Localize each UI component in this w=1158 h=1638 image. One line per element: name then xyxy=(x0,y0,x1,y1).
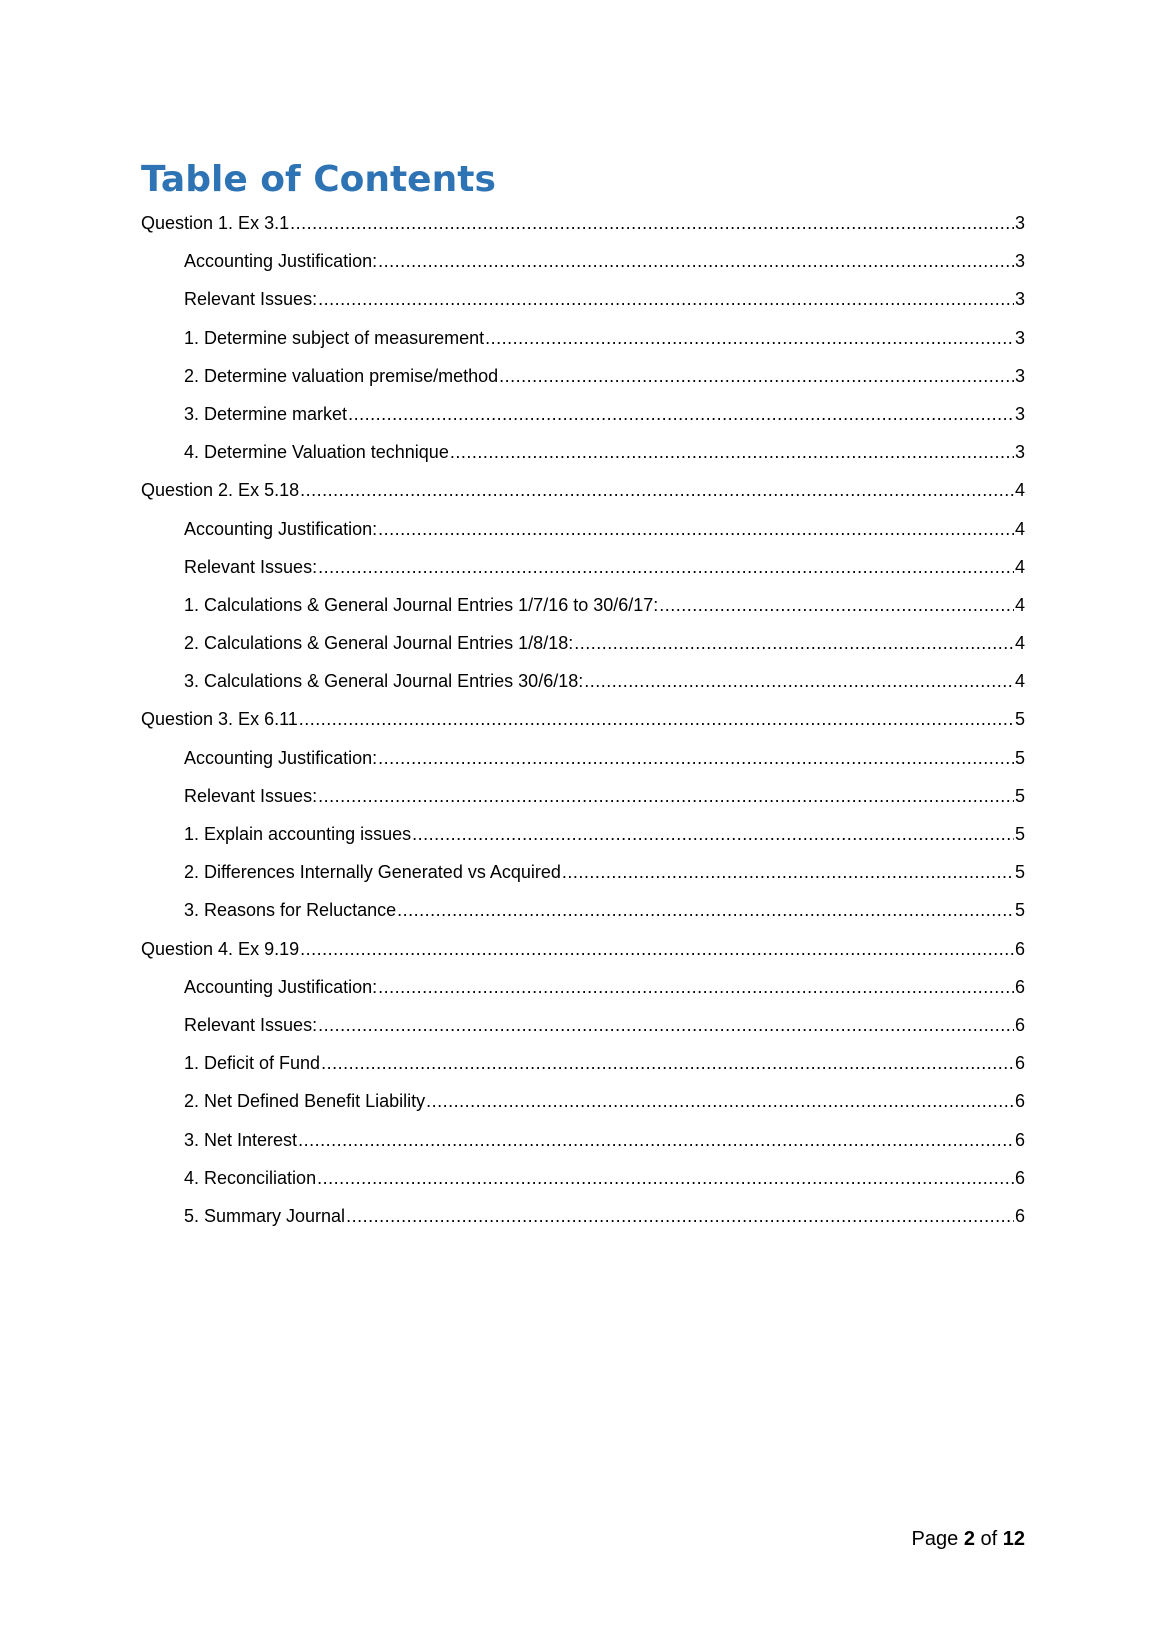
toc-entry-page-number: 4 xyxy=(1014,671,1025,692)
toc-entry-text: Accounting Justification: xyxy=(184,518,378,539)
toc-dot-leader xyxy=(298,1125,1014,1155)
toc-entry-page-number: 6 xyxy=(1014,1053,1025,1074)
toc-entry-text: 3. Reasons for Reluctance xyxy=(184,900,397,921)
toc-entry-page-number: 4 xyxy=(1014,518,1025,539)
toc-list xyxy=(141,208,1025,1239)
toc-entry-subheading[interactable] xyxy=(141,246,1025,284)
toc-dot-leader xyxy=(574,628,1014,658)
toc-dot-leader xyxy=(562,857,1014,887)
toc-entry-page-number: 6 xyxy=(1014,1205,1025,1226)
toc-entry-page-number: 4 xyxy=(1014,594,1025,615)
toc-entry-page-number: 6 xyxy=(1014,938,1025,959)
footer-of-label: of xyxy=(980,1528,998,1550)
toc-dot-leader xyxy=(300,475,1014,505)
toc-entry-subheading[interactable] xyxy=(141,399,1025,437)
toc-entry-text: 4. Determine Valuation technique xyxy=(184,442,449,463)
toc-dot-leader xyxy=(426,1086,1014,1116)
footer-total-pages: 12 xyxy=(1002,1528,1025,1550)
toc-dot-leader xyxy=(450,437,1014,467)
toc-entry-page-number: 6 xyxy=(1014,1014,1025,1035)
toc-entry-text: Accounting Justification: xyxy=(184,976,378,997)
toc-entry-subheading[interactable] xyxy=(141,972,1025,1010)
toc-entry-page-number: 6 xyxy=(1014,1167,1025,1188)
toc-entry-text: 2. Determine valuation premise/method xyxy=(184,365,499,386)
toc-entry-subheading[interactable] xyxy=(141,284,1025,322)
toc-dot-leader xyxy=(300,934,1014,964)
toc-entry-subheading[interactable] xyxy=(141,781,1025,819)
toc-entry-text: 5. Summary Journal xyxy=(184,1205,346,1226)
toc-dot-leader xyxy=(348,399,1014,429)
toc-entry-text: Accounting Justification: xyxy=(184,747,378,768)
toc-dot-leader xyxy=(317,1163,1014,1193)
toc-entry-text: 1. Calculations & General Journal Entries 1/7/16 to 30/6/17: xyxy=(184,594,659,615)
toc-entry-page-number: 4 xyxy=(1014,480,1025,501)
toc-entry-subheading[interactable] xyxy=(141,1163,1025,1201)
toc-entry-subheading[interactable] xyxy=(141,666,1025,704)
toc-entry-subheading[interactable] xyxy=(141,1010,1025,1048)
toc-entry-heading[interactable] xyxy=(141,934,1025,972)
toc-entry-page-number: 6 xyxy=(1014,976,1025,997)
toc-entry-text: 2. Differences Internally Generated vs Acquired xyxy=(184,862,561,883)
toc-dot-leader xyxy=(378,514,1014,544)
toc-entry-heading[interactable] xyxy=(141,704,1025,742)
toc-entry-page-number: 5 xyxy=(1014,747,1025,768)
toc-entry-subheading[interactable] xyxy=(141,590,1025,628)
toc-entry-text: 1. Determine subject of measurement xyxy=(184,327,485,348)
toc-entry-subheading[interactable] xyxy=(141,514,1025,552)
toc-entry-text: 1. Deficit of Fund xyxy=(184,1053,321,1074)
toc-dot-leader xyxy=(318,1010,1014,1040)
toc-entry-text: Question 2. Ex 5.18 xyxy=(141,480,300,501)
toc-entry-heading[interactable] xyxy=(141,475,1025,513)
toc-dot-leader xyxy=(659,590,1014,620)
toc-entry-subheading[interactable] xyxy=(141,361,1025,399)
page-footer xyxy=(912,1525,1025,1553)
toc-entry-page-number: 5 xyxy=(1014,709,1025,730)
toc-dot-leader xyxy=(378,246,1014,276)
toc-dot-leader xyxy=(290,208,1014,238)
toc-entry-subheading[interactable] xyxy=(141,628,1025,666)
toc-entry-text: 2. Calculations & General Journal Entries 1/8/18: xyxy=(184,633,574,654)
toc-entry-text: Relevant Issues: xyxy=(184,556,318,577)
toc-entry-page-number: 3 xyxy=(1014,403,1025,424)
toc-dot-leader xyxy=(397,895,1014,925)
toc-entry-page-number: 5 xyxy=(1014,862,1025,883)
toc-entry-text: 4. Reconciliation xyxy=(184,1167,317,1188)
toc-entry-text: 3. Net Interest xyxy=(184,1129,298,1150)
toc-entry-page-number: 3 xyxy=(1014,327,1025,348)
toc-dot-leader xyxy=(321,1048,1014,1078)
toc-dot-leader xyxy=(318,781,1014,811)
toc-entry-page-number: 3 xyxy=(1014,251,1025,272)
toc-title: Table of Contents xyxy=(141,159,496,200)
footer-page-prefix: Page xyxy=(911,1528,959,1550)
toc-entry-text: 3. Determine market xyxy=(184,403,348,424)
toc-dot-leader xyxy=(378,972,1014,1002)
toc-dot-leader xyxy=(499,361,1014,391)
toc-entry-text: Accounting Justification: xyxy=(184,251,378,272)
toc-entry-page-number: 3 xyxy=(1014,289,1025,310)
toc-entry-subheading[interactable] xyxy=(141,1086,1025,1124)
toc-entry-text: Relevant Issues: xyxy=(184,289,318,310)
toc-entry-page-number: 3 xyxy=(1014,442,1025,463)
toc-entry-text: 1. Explain accounting issues xyxy=(184,824,412,844)
toc-dot-leader xyxy=(318,284,1014,314)
toc-entry-subheading[interactable] xyxy=(141,552,1025,590)
toc-entry-subheading[interactable] xyxy=(141,819,1025,857)
toc-entry-page-number: 5 xyxy=(1014,824,1025,844)
toc-dot-leader xyxy=(318,552,1014,582)
toc-entry-heading[interactable] xyxy=(141,208,1025,246)
toc-entry-page-number: 3 xyxy=(1014,365,1025,386)
toc-entry-subheading[interactable] xyxy=(141,857,1025,895)
toc-dot-leader xyxy=(346,1201,1014,1231)
toc-entry-page-number: 5 xyxy=(1014,900,1025,921)
toc-entry-subheading[interactable] xyxy=(141,323,1025,361)
toc-entry-text: 3. Calculations & General Journal Entries 30/6/18: xyxy=(184,671,584,692)
toc-entry-page-number: 6 xyxy=(1014,1129,1025,1150)
toc-entry-text: Question 3. Ex 6.11 xyxy=(141,709,298,730)
toc-entry-subheading[interactable] xyxy=(141,1201,1025,1239)
footer-current-page: 2 xyxy=(963,1528,975,1550)
toc-dot-leader xyxy=(485,323,1014,353)
toc-entry-text: Relevant Issues: xyxy=(184,1014,318,1035)
toc-dot-leader xyxy=(584,666,1014,696)
toc-entry-page-number: 3 xyxy=(1014,213,1025,233)
toc-entry-subheading[interactable] xyxy=(141,1125,1025,1163)
toc-entry-page-number: 4 xyxy=(1014,633,1025,654)
toc-entry-subheading[interactable] xyxy=(141,743,1025,781)
toc-entry-text: Question 4. Ex 9.19 xyxy=(141,938,300,959)
toc-entry-text: 2. Net Defined Benefit Liability xyxy=(184,1091,426,1112)
toc-dot-leader xyxy=(299,704,1014,734)
toc-entry-subheading[interactable] xyxy=(141,895,1025,933)
toc-entry-page-number: 6 xyxy=(1014,1091,1025,1112)
toc-entry-page-number: 4 xyxy=(1014,556,1025,577)
toc-entry-subheading[interactable] xyxy=(141,437,1025,475)
toc-entry-text: Relevant Issues: xyxy=(184,785,318,806)
toc-dot-leader xyxy=(412,819,1014,849)
toc-entry-subheading[interactable] xyxy=(141,1048,1025,1086)
toc-entry-text: Question 1. Ex 3.1 xyxy=(141,213,290,233)
toc-dot-leader xyxy=(378,743,1014,773)
toc-entry-page-number: 5 xyxy=(1014,785,1025,806)
